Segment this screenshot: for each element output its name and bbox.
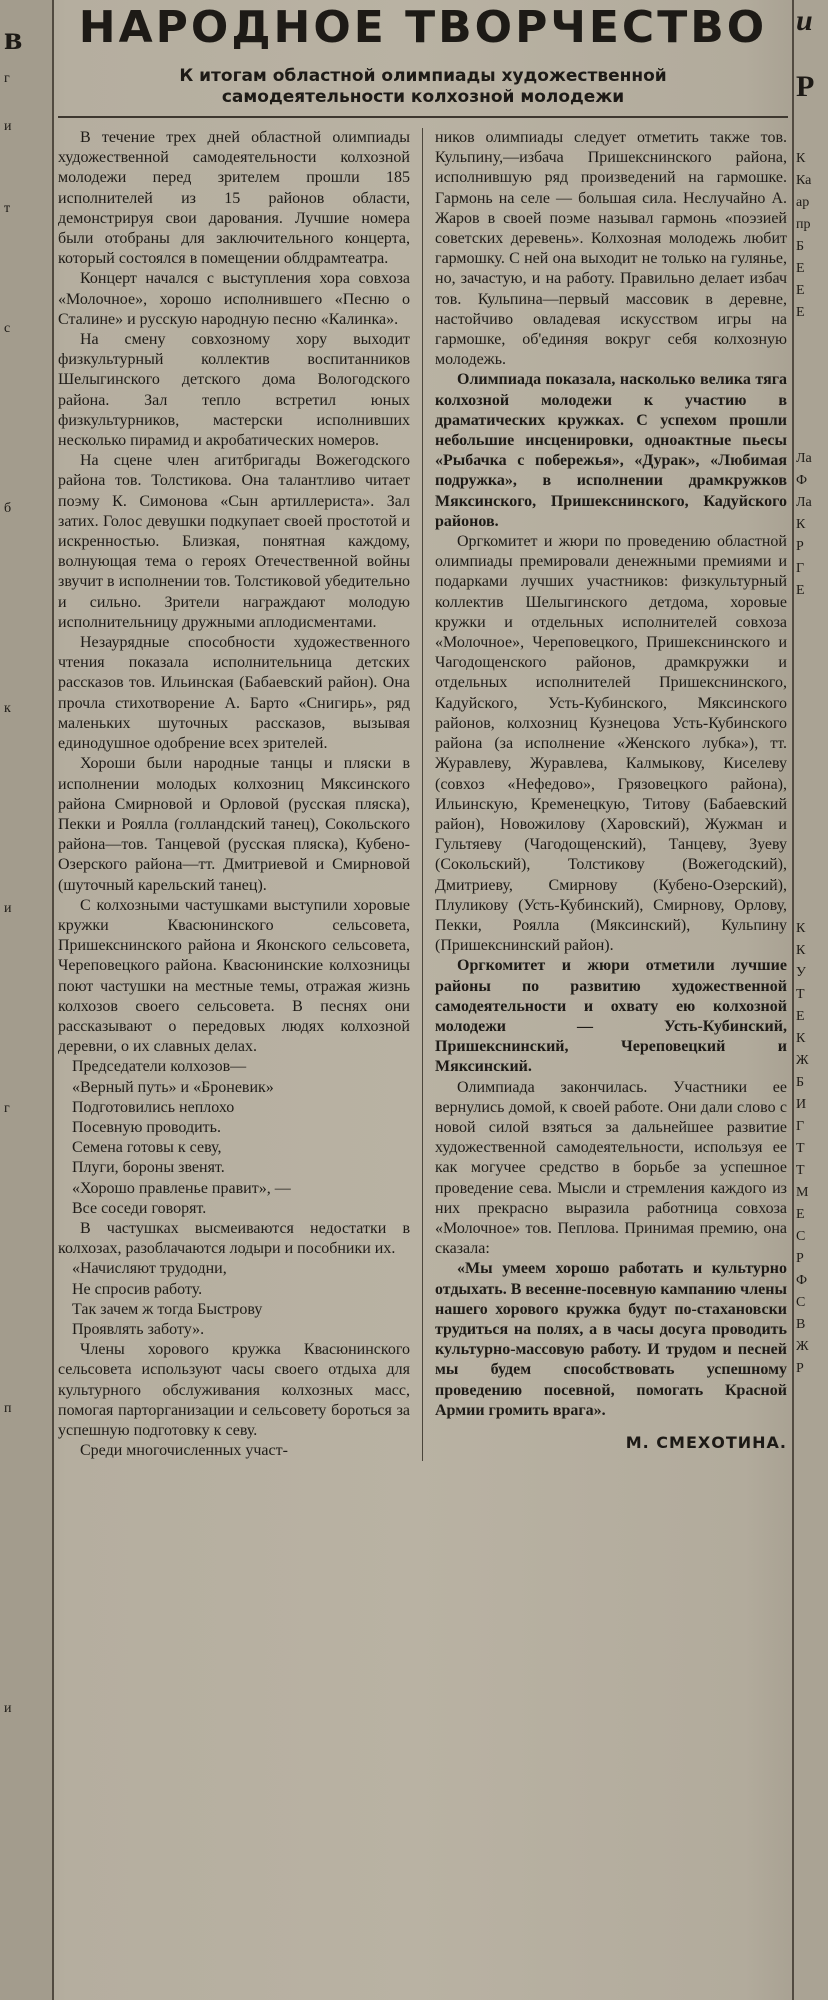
paragraph: Хороши были народные танцы и пляски в исполнении молодых колхозниц Мяксинского района Смирновой и Орловой (русская пляска), Пекки и Роялла (голландский танец), Сокольского района—тов. Танцевой (русская пляска), Кубено-Озерского района—тт. Дмитриевой и Смирновой (шуточный карельский танец). — [58, 755, 410, 894]
left-fragment-line: и — [4, 1701, 12, 1716]
right-fragment-line: К — [796, 1031, 806, 1046]
right-fragment-line: Ка — [796, 173, 812, 188]
right-fragment-line: Е — [796, 1207, 805, 1222]
right-fragment-line: Е — [796, 305, 805, 320]
right-fragment-line: Г — [796, 561, 805, 576]
article — [58, 0, 788, 2000]
right-fragment-line: Р — [796, 1361, 804, 1376]
paragraph: Олимпиада закончилась. Участники ее вернулись домой, к своей работе. Они дали слово с новой силой взяться за дальнейшее развитие художественной самодеятельности, используя ее как могучее средство в борьбе за успешное проведение сева. Мысли и стремления каждого из них прекрасно выразила работница совхоза «Молочное» тов. Пеплова. Принимая премию, она сказала: — [435, 1078, 787, 1258]
right-fragment-line: И — [796, 1097, 807, 1112]
right-fragment-line: Т — [796, 1141, 805, 1156]
left-fragment-line: г — [4, 71, 10, 86]
paragraph: На сцене член агитбригады Вожегодского района тов. Толстикова. Она талантливо читает поэму К. Симонова «Сын артиллериста». Зал затих. Голос девушки подкупает своей простотой и искренностью. Близкая, понятная каждому, волнующая тема о героях Отечественной войны звучит в исполнении тов. Толстиковой убедительно и сильно. Зрители награждают молодую исполнительницу дружными аплодисментами. — [58, 452, 410, 631]
headline-divider — [58, 116, 788, 118]
right-fragment-line: Е — [796, 583, 805, 598]
paragraph: На смену совхозному хору выходит физкультурный коллектив воспитанников Шелыгинского детского дома Вологодского района. Зал тепло встретил юных физкультурников, мастерски исполнивших несколько пирамид и акробатических номеров. — [58, 331, 410, 450]
right-fragment-line: Т — [796, 987, 805, 1002]
verse-line: Все соседи говорят. — [72, 1199, 207, 1217]
subheadline-line-2: самодеятельности колхозной молодежи — [221, 87, 625, 107]
right-fragment-line: К — [796, 943, 806, 958]
right-fragment-line: К — [796, 517, 806, 532]
left-fragment-line: т — [4, 201, 11, 216]
left-fragment-line: и — [4, 901, 12, 916]
article-column-right — [423, 128, 787, 1461]
subheadline-line-1: К итогам областной олимпиады художественной — [179, 66, 667, 86]
verse-line: Председатели колхозов— — [72, 1058, 247, 1076]
paragraph: В течение трех дней областной олимпиады художественной самодеятельности колхозной молодежи перед зрителем прошли 185 исполнителей из 15 районов области, демонстрируя свои дарования. Лучшие номера были отобраны для заключительного концерта, который состоялся в помещении облдрамтеатра. — [58, 129, 410, 268]
right-fragment-line: Р — [796, 539, 804, 554]
verse-line: «Верный путь» и «Броневик» — [72, 1078, 274, 1096]
paragraph: «Мы умеем хорошо работать и культурно отдыхать. В весенне-посевную кампанию члены нашего хорового кружка будут по-стахановски трудиться на полях, а в часы досуга проводить культурно-массовую работу. И трудом и песней мы будем способствовать успешному проведению посевной, помогать Красной Армии громить врага». — [435, 1260, 787, 1419]
right-fragment-heading: Р — [796, 70, 815, 103]
right-fragment-line: Ла — [796, 495, 812, 510]
right-adjacent-column-fragment — [792, 0, 828, 2000]
right-fragment-line: Ж — [796, 1339, 809, 1354]
right-fragment-line: Ла — [796, 451, 812, 466]
article-columns — [58, 128, 788, 1461]
left-fragment-line: п — [4, 1401, 12, 1416]
paragraph: Оргкомитет и жюри по проведению областной олимпиады премировали денежными премиями и подарками лучших участников: физкультурный коллектив Шелыгинского детдома, хоровые кружки и отдельных исполнителей совхоза «Молочное», Череповецкого, Пришекснинского и Чагодощенского районов, драмкружки и отдельных исполнителей Пришекснинского, Кадуйского, Усть-Кубинского, Мяксинского районов, колхозниц Кузнецова Усть-Кубинского района (за исполнение «Женского лубка»), тт. Журавлеву, Журавлева, Калмыкову, Киселеву (совхоз «Нефедово», Грязовецкого района), Ильинскую, Кременецкую, Титову (Бабаевский район), Новожилову (Харовский), Жужман и Гультяеву (Чагодощенский), Танцеву, Зуеву (Сокольский), Толстикову (Вожегодский), Дмитриеву, Смирнову (Кубено-Озерский), Плуликову (Усть-Кубинский), Смирнову, Орлову, Пекки, Роялла (Мяксинский), Кульпину (Пришекснинский район). — [435, 533, 787, 955]
right-fragment-line: К — [796, 921, 806, 936]
paragraph: Среди многочисленных участ- — [80, 1442, 288, 1460]
left-fragment-line: с — [4, 321, 11, 336]
right-fragment-heading: и — [796, 4, 813, 37]
left-fragment-heading: в — [4, 20, 23, 57]
article-headline: НАРОДНОЕ ТВОРЧЕСТВО — [78, 2, 768, 53]
paragraph: В частушках высмеиваются недостатки в колхозах, разоблачаются лодыри и пособники их. — [58, 1219, 410, 1258]
right-fragment-line: Б — [796, 239, 805, 254]
verse-line: Так зачем ж тогда Быстрову — [72, 1300, 263, 1318]
paragraph: С колхозными частушками выступили хоровые кружки Квасюнинского сельсовета, Пришекснинского района и Яконского сельсовета, Череповецкого района. Квасюнинские колхозницы поют частушки на местные темы, отражая жизнь колхозов своего сельсовета. В песнях они рассказывают о передовых людях колхозной деревни, о их славных делах. — [58, 896, 410, 1056]
right-fragment-line: Т — [796, 1163, 805, 1178]
right-fragment-line: С — [796, 1229, 806, 1244]
right-fragment-line: Е — [796, 1009, 805, 1024]
left-adjacent-column-fragment — [0, 0, 54, 2000]
verse-line: Не спросив работу. — [72, 1280, 203, 1298]
right-fragment-line: ар — [796, 195, 810, 210]
verse-line: «Начисляют трудодни, — [72, 1260, 227, 1278]
paragraph: Олимпиада показала, насколько велика тяга колхозной молодежи к участию в драматических кружках. С успехом прошли небольшие инсценировки, одноактные пьесы «Рыбачка с побережья», «Дурак», «Любимая подружка», в исполнении драмкружков Мяксинского, Пришекснинского, Кадуйского районов. — [435, 371, 787, 530]
verse-line: «Хорошо правленье правит», — — [72, 1179, 291, 1197]
right-fragment-line: Б — [796, 1075, 805, 1090]
paragraph: ников олимпиады следует отметить также тов. Кульпину,—избача Пришекснинского района, исполнившую ряд произведений на гармошке. Гармонь на селе — большая сила. Неслучайно А. Жаров в своей поэме называл гармонь «поэзией советских деревень». Колхозная молодежь любит гармошку. С ней она выходит не только на гулянье, но, зачастую, и на работу. Правильно делает избач тов. Кульпина—первый массовик в деревне, настойчиво овладевая искусством игры на гармошке, об'единяя вокруг себя колхозную молодежь. — [435, 129, 787, 369]
right-fragment-line: Р — [796, 1251, 804, 1266]
right-fragment-line: Е — [796, 283, 805, 298]
article-column-left — [58, 128, 423, 1461]
right-fragment-line: В — [796, 1317, 806, 1332]
right-fragment-line: У — [796, 965, 806, 980]
right-fragment-line: пр — [796, 217, 811, 232]
right-fragment-line: К — [796, 151, 806, 166]
article-subheadline — [58, 66, 788, 112]
left-fragment-line: б — [4, 501, 12, 516]
paragraph: Члены хорового кружка Квасюнинского сельсовета используют часы своего отдыха для культурного обслуживания колхозных масс, помогая парторганизации и сельсовету бороться за успешную подготовку к севу. — [58, 1341, 410, 1439]
left-fragment-line: и — [4, 119, 12, 134]
left-fragment-line: г — [4, 1101, 10, 1116]
right-fragment-line: Г — [796, 1119, 805, 1134]
left-fragment-line: к — [4, 701, 11, 716]
paragraph: Концерт начался с выступления хора совхоза «Молочное», хорошо исполнившего «Песню о Сталине» и русскую народную песню «Калинка». — [58, 270, 410, 328]
right-fragment-line: Ф — [796, 1273, 808, 1288]
verse-line: Плуги, бороны звенят. — [72, 1159, 225, 1177]
paragraph: Оргкомитет и жюри отметили лучшие районы по развитию художественной самодеятельности и охвату ею колхозной молодежи — Усть-Кубинский, Пришекснинский, Череповецкий и Мяксинский. — [435, 957, 787, 1076]
verse-line: Семена готовы к севу, — [72, 1139, 222, 1157]
right-fragment-line: Ф — [796, 473, 808, 488]
right-fragment-line: Ж — [796, 1053, 809, 1068]
right-fragment-line: С — [796, 1295, 806, 1310]
verse-line: Подготовились неплохо — [72, 1098, 235, 1116]
author-signature: М. СМЕХОТИНА. — [625, 1433, 787, 1452]
verse-line: Проявлять заботу». — [72, 1320, 205, 1338]
right-fragment-line: М — [796, 1185, 809, 1200]
paragraph: Незаурядные способности художественного чтения показала исполнительница детских рассказов тов. Ильинская (Бабаевский район). Она прочла стихотворение А. Барто «Снигирь», ряд маленьких шуточных рассказов, вызывая единодушное одобрение всех зрителей. — [58, 634, 410, 753]
right-fragment-line: Е — [796, 261, 805, 276]
verse-line: Посевную проводить. — [72, 1118, 221, 1136]
